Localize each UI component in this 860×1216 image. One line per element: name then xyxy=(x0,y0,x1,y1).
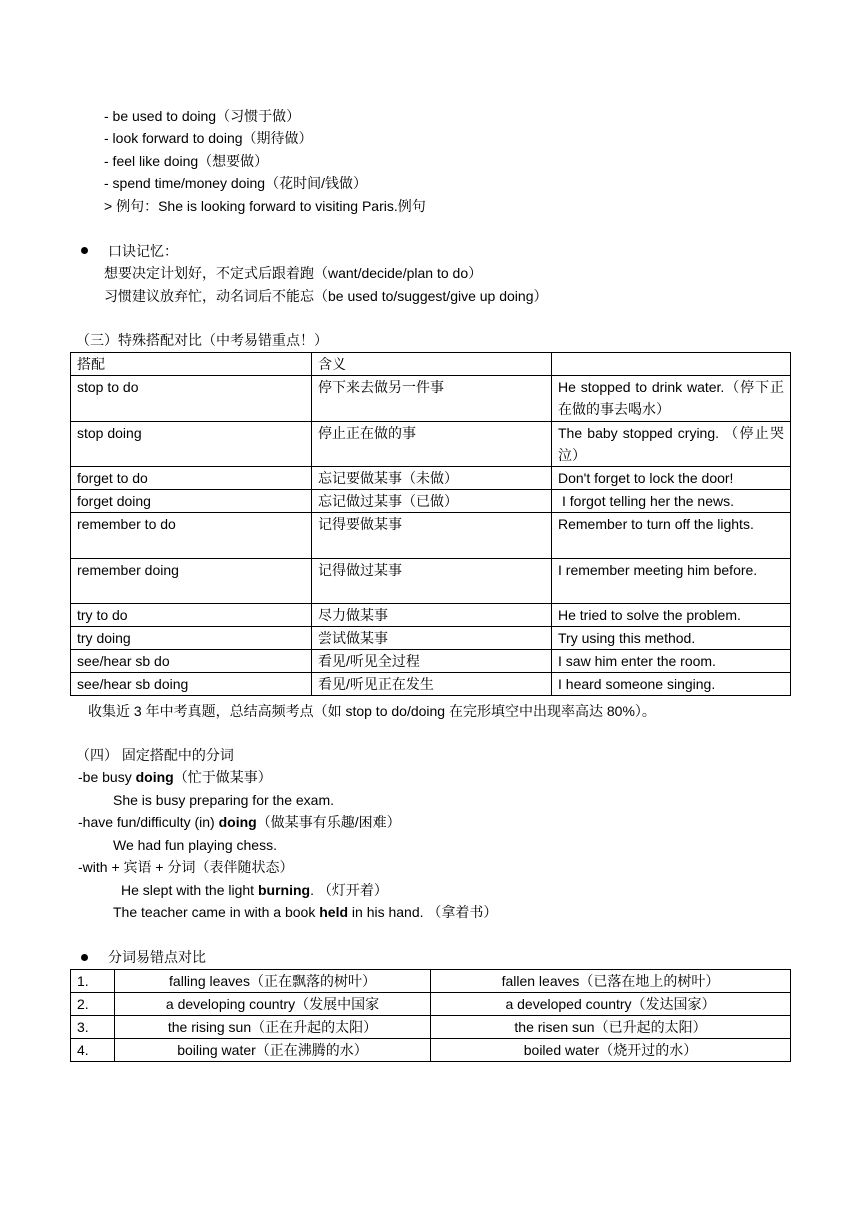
table-cell: I heard someone singing. xyxy=(552,673,791,696)
example-text: He slept with the light xyxy=(121,882,258,898)
example-sentence xyxy=(121,879,388,901)
collocation-gloss: （忙于做某事） xyxy=(173,769,272,785)
row-number: 4. xyxy=(71,1039,115,1062)
row-number: 2. xyxy=(71,993,115,1016)
table-note: 收集近 3 年中考真题，总结高频考点（如 stop to do/doing 在完形填空中出现率高达 80%）。 xyxy=(88,703,656,719)
table-cell: a developed country（发达国家） xyxy=(431,993,791,1016)
table-cell: stop to do xyxy=(71,376,312,422)
table-row xyxy=(71,650,791,673)
collocation-line xyxy=(78,811,401,833)
column-header: 含义 xyxy=(312,353,552,376)
table-cell: 看见/听见正在发生 xyxy=(312,673,552,696)
table-cell: remember doing xyxy=(71,559,312,604)
example-sentence: > 例句：She is looking forward to visiting Paris.例句 xyxy=(104,198,426,214)
example-text: The teacher came in with a book xyxy=(113,904,320,920)
example-text: in his hand. （拿着书） xyxy=(348,904,498,920)
table-cell: 忘记要做某事（未做） xyxy=(312,467,552,490)
table-row xyxy=(71,376,791,422)
table-cell: 停止正在做的事 xyxy=(312,422,552,467)
participle-bold: burning xyxy=(257,882,311,898)
table-cell: He tried to solve the problem. xyxy=(552,604,791,627)
table-cell: forget to do xyxy=(71,467,312,490)
row-number: 1. xyxy=(71,970,115,993)
compare-heading: 分词易错点对比 xyxy=(108,949,206,965)
table-row xyxy=(71,513,791,559)
table-cell: The baby stopped crying. （停止哭泣） xyxy=(552,422,791,467)
table-row xyxy=(71,1016,791,1039)
collocation-text: -have fun/difficulty (in) xyxy=(78,814,219,830)
example-sentence: She is busy preparing for the exam. xyxy=(113,792,335,808)
table-cell: remember to do xyxy=(71,513,312,559)
collocation-line: -with + 宾语 + 分词（表伴随状态） xyxy=(78,859,294,875)
table-cell: 停下来去做另一件事 xyxy=(312,376,552,422)
row-number: 3. xyxy=(71,1016,115,1039)
table-row xyxy=(71,467,791,490)
participle-bold: doing xyxy=(135,769,174,785)
table-cell: see/hear sb doing xyxy=(71,673,312,696)
mnemonic-heading: 口诀记忆： xyxy=(108,243,178,259)
table-cell: forget doing xyxy=(71,490,312,513)
table-row xyxy=(71,559,791,604)
example-text: . （灯开着） xyxy=(310,882,388,898)
mnemonic-line: 习惯建议放弃忙，动名词后不能忘（be used to/suggest/give up doing） xyxy=(104,288,548,304)
table-cell: Don't forget to lock the door! xyxy=(552,467,791,490)
table-cell: I forgot telling her the news. xyxy=(552,490,791,513)
table-cell: stop doing xyxy=(71,422,312,467)
list-item: - spend time/money doing（花时间/钱做） xyxy=(104,175,367,191)
table-cell: see/hear sb do xyxy=(71,650,312,673)
table-row xyxy=(71,422,791,467)
table-cell: a developing country（发展中国家 xyxy=(115,993,431,1016)
list-item: - look forward to doing（期待做） xyxy=(104,130,313,146)
table-cell: boiled water（烧开过的水） xyxy=(431,1039,791,1062)
participle-bold: held xyxy=(319,904,349,920)
table-cell: 忘记做过某事（已做） xyxy=(312,490,552,513)
table-row xyxy=(71,490,791,513)
table-row xyxy=(71,627,791,650)
list-item: - be used to doing（习惯于做） xyxy=(104,108,301,124)
table-row xyxy=(71,673,791,696)
table-cell: the rising sun（正在升起的太阳） xyxy=(115,1016,431,1039)
collocation-text: -be busy xyxy=(78,769,136,785)
participle-bold: doing xyxy=(218,814,257,830)
bullet-icon xyxy=(81,954,88,961)
table-cell: I remember meeting him before. xyxy=(552,559,791,604)
table-cell: Try using this method. xyxy=(552,627,791,650)
table-cell: Remember to turn off the lights. xyxy=(552,513,791,559)
table-cell: try doing xyxy=(71,627,312,650)
column-header: 搭配 xyxy=(71,353,312,376)
table-cell: 记得做过某事 xyxy=(312,559,552,604)
collocation-gloss: （做某事有乐趣/困难） xyxy=(256,814,401,830)
table-cell: 尽力做某事 xyxy=(312,604,552,627)
table-cell: I saw him enter the room. xyxy=(552,650,791,673)
table-row xyxy=(71,970,791,993)
table-row xyxy=(71,993,791,1016)
table-cell: boiling water（正在沸腾的水） xyxy=(115,1039,431,1062)
table-cell: 尝试做某事 xyxy=(312,627,552,650)
bullet-icon xyxy=(81,247,88,254)
list-item: - feel like doing（想要做） xyxy=(104,153,269,169)
table-header-row xyxy=(71,353,791,376)
table-cell: fallen leaves（已落在地上的树叶） xyxy=(431,970,791,993)
table-cell: the risen sun（已升起的太阳） xyxy=(431,1016,791,1039)
table-cell: 记得要做某事 xyxy=(312,513,552,559)
example-sentence: We had fun playing chess. xyxy=(113,837,277,853)
column-header xyxy=(552,353,791,376)
table-row xyxy=(71,1039,791,1062)
table-cell: 看见/听见全过程 xyxy=(312,650,552,673)
section-title: （四） 固定搭配中的分词 xyxy=(76,747,234,763)
table-cell: falling leaves（正在飘落的树叶） xyxy=(115,970,431,993)
mnemonic-line: 想要决定计划好，不定式后跟着跑（want/decide/plan to do） xyxy=(104,265,483,281)
section-title: （三）特殊搭配对比（中考易错重点！） xyxy=(76,332,328,348)
compare-table xyxy=(70,969,791,1062)
table-cell: He stopped to drink water.（停下正在做的事去喝水） xyxy=(552,376,791,422)
collocation-line xyxy=(78,766,272,788)
table-cell: try to do xyxy=(71,604,312,627)
collocation-table xyxy=(70,352,791,696)
table-row xyxy=(71,604,791,627)
example-sentence xyxy=(113,901,497,923)
